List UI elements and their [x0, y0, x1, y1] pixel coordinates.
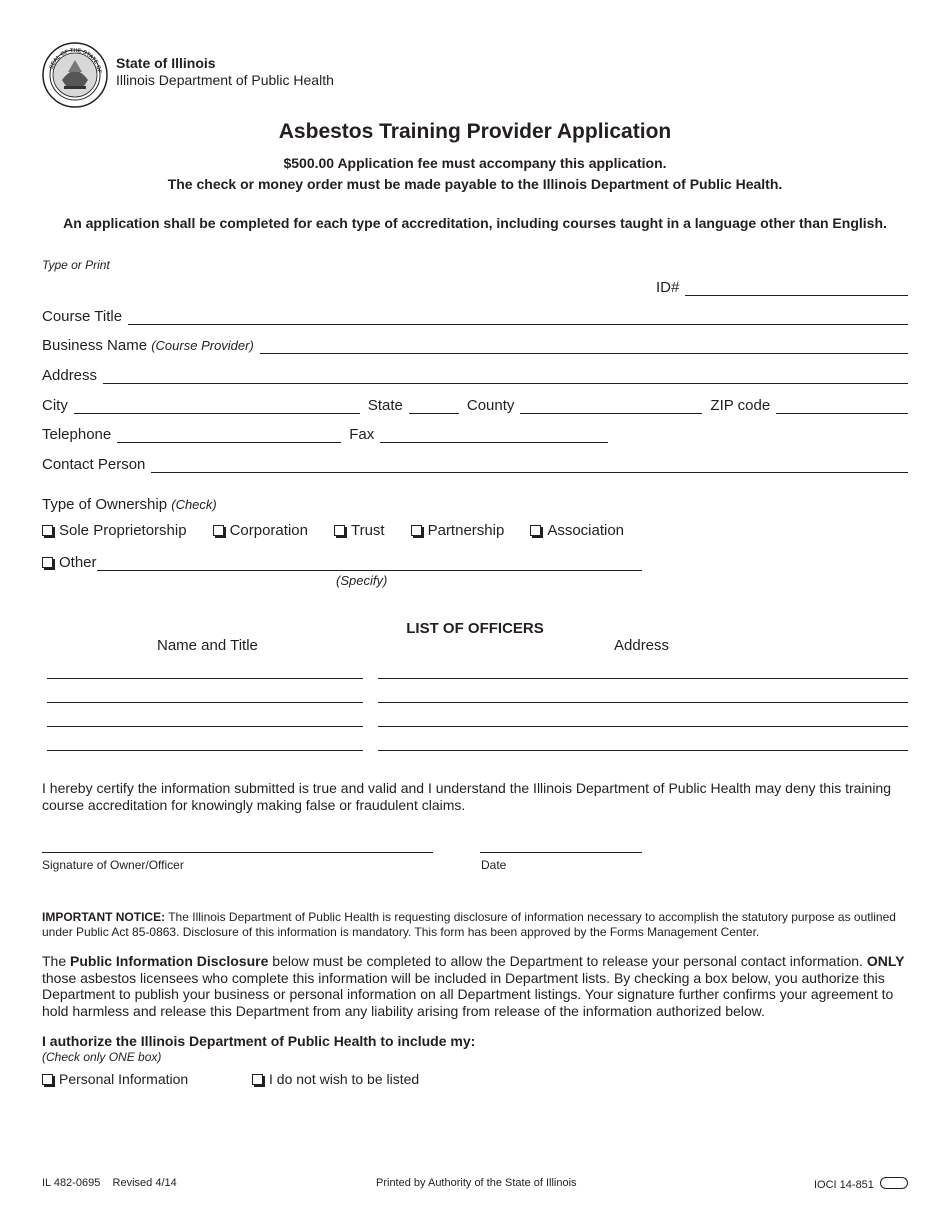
important-notice [42, 910, 908, 940]
revised-text: Revised 4/14 [112, 1177, 177, 1189]
pid-text: those asbestos licensees who complete this information will be included in Department lists. By checking a box below, you authorize this Department to publish your business or personal information on all Department listings. Your signature further confirms your agreement to hold harmless and release this Department from any liability arising from release of the information authorized below. [42, 969, 894, 1019]
officers-heading: LIST OF OFFICERS [406, 620, 544, 637]
phone-fax-row [42, 423, 608, 443]
date-field[interactable] [480, 852, 642, 853]
address-row [42, 364, 908, 384]
checkbox-icon [334, 525, 345, 536]
option-not-listed[interactable] [252, 1071, 419, 1087]
officer-name-field[interactable] [47, 726, 363, 727]
ownership-option-corporation[interactable] [213, 522, 308, 539]
form-number-text: IL 482-0695 [42, 1177, 101, 1189]
other-label: Other [59, 554, 97, 571]
officers-col-name: Name and Title [157, 637, 258, 654]
officers-col-address: Address [614, 637, 670, 654]
state-field[interactable] [409, 399, 459, 414]
zip-field[interactable] [776, 399, 908, 414]
ownership-option-other[interactable] [42, 554, 97, 571]
checkbox-icon [530, 525, 541, 536]
course-title-field[interactable] [128, 310, 908, 325]
ioci-logo-icon [880, 1177, 908, 1189]
officer-name-field[interactable] [47, 678, 363, 679]
option-personal-information[interactable] [42, 1071, 188, 1087]
printed-by: Printed by Authority of the State of Illinois [376, 1177, 577, 1189]
authorization-heading: I authorize the Illinois Department of Public Health to include my: [42, 1033, 476, 1049]
officer-address-field[interactable] [378, 678, 908, 679]
checkbox-icon [213, 525, 224, 536]
id-row [656, 276, 908, 296]
important-notice-heading: IMPORTANT NOTICE: [42, 910, 166, 924]
pid-bold: Public Information Disclosure [70, 953, 269, 969]
other-specify-field[interactable] [97, 556, 642, 571]
course-title-label: Course Title [42, 308, 123, 325]
type-or-print-label: Type or Print [42, 258, 110, 272]
checkbox-icon [42, 557, 53, 568]
checkbox-icon [252, 1074, 263, 1085]
form-title: Asbestos Training Provider Application [278, 120, 672, 143]
option-label: I do not wish to be listed [269, 1071, 420, 1087]
pid-only: ONLY [866, 953, 905, 969]
checkbox-icon [411, 525, 422, 536]
pid-text: below must be completed to allow the Department to release your personal contact information. [268, 953, 867, 969]
ioci-number [814, 1177, 908, 1191]
option-label: Corporation [229, 522, 308, 539]
accreditation-note: An application shall be completed for each type of accreditation, including courses taught in a language other than English. [63, 215, 887, 231]
business-name-row [42, 334, 908, 354]
business-name-label: Business Name [42, 337, 148, 354]
ownership-options [42, 522, 650, 539]
option-label: Partnership [427, 522, 505, 539]
fax-label: Fax [349, 426, 375, 443]
option-label: Personal Information [59, 1071, 189, 1087]
ioci-text: IOCI 14-851 [814, 1179, 874, 1191]
signature-label: Signature of Owner/Officer [42, 858, 184, 872]
city-label: City [42, 397, 68, 414]
date-label: Date [481, 858, 507, 872]
officer-address-field[interactable] [378, 750, 908, 751]
seal-text: SEAL OF THE STATE OF [48, 47, 102, 74]
course-title-row [42, 305, 908, 325]
officer-address-field[interactable] [378, 726, 908, 727]
city-field[interactable] [74, 399, 360, 414]
city-state-row [42, 394, 908, 414]
id-field[interactable] [685, 281, 908, 296]
ownership-option-sole-proprietorship[interactable] [42, 522, 187, 539]
authorization-hint: (Check only ONE box) [42, 1050, 162, 1064]
ownership-option-partnership[interactable] [411, 522, 505, 539]
contact-person-label: Contact Person [42, 456, 146, 473]
zip-label: ZIP code [710, 397, 771, 414]
form-number [42, 1177, 177, 1189]
state-seal-icon [42, 42, 108, 108]
ownership-option-trust[interactable] [334, 522, 385, 539]
ownership-option-association[interactable] [530, 522, 624, 539]
county-field[interactable] [520, 399, 702, 414]
state-label: State [367, 397, 403, 414]
option-label: Trust [350, 522, 385, 539]
ownership-title [42, 496, 217, 513]
telephone-field[interactable] [117, 428, 341, 443]
certification-text: I hereby certify the information submitted is true and valid and I understand the Illinois Department of Public Health may deny this training course accreditation for knowingly making false or fraudulent claims. [42, 780, 892, 813]
county-label: County [466, 397, 515, 414]
agency-state: State of Illinois [116, 55, 216, 71]
business-name-hint: (Course Provider) [151, 338, 254, 353]
business-name-field[interactable] [260, 339, 908, 354]
pid-text: The [42, 953, 71, 969]
id-label: ID# [656, 279, 680, 296]
officer-name-field[interactable] [47, 750, 363, 751]
fee-notice: $500.00 Application fee must accompany this application. [283, 155, 667, 171]
address-field[interactable] [103, 369, 908, 384]
specify-label: (Specify) [336, 573, 388, 588]
officer-name-field[interactable] [47, 702, 363, 703]
ownership-title-text: Type of Ownership [42, 496, 168, 513]
contact-row [42, 453, 908, 473]
option-label: Sole Proprietorship [59, 522, 187, 539]
checkbox-icon [42, 1074, 53, 1085]
option-label: Association [547, 522, 625, 539]
agency-department: Illinois Department of Public Health [116, 72, 334, 88]
telephone-label: Telephone [42, 426, 112, 443]
ownership-hint: (Check) [171, 497, 217, 512]
checkbox-icon [42, 525, 53, 536]
officer-address-field[interactable] [378, 702, 908, 703]
payable-notice: The check or money order must be made payable to the Illinois Department of Public Health. [167, 176, 783, 192]
signature-field[interactable] [42, 852, 433, 853]
contact-person-field[interactable] [151, 458, 908, 473]
address-label: Address [42, 367, 98, 384]
fax-field[interactable] [380, 428, 608, 443]
important-notice-text: The Illinois Department of Public Health is requesting disclosure of information necessary to accomplish the statutory purpose as outlined under Public Act 85-0863. Disclosure of this information is mandatory. This form has been approved by the Forms Management Center. [42, 910, 896, 939]
other-row [42, 551, 642, 571]
public-information-disclosure [42, 953, 908, 1019]
